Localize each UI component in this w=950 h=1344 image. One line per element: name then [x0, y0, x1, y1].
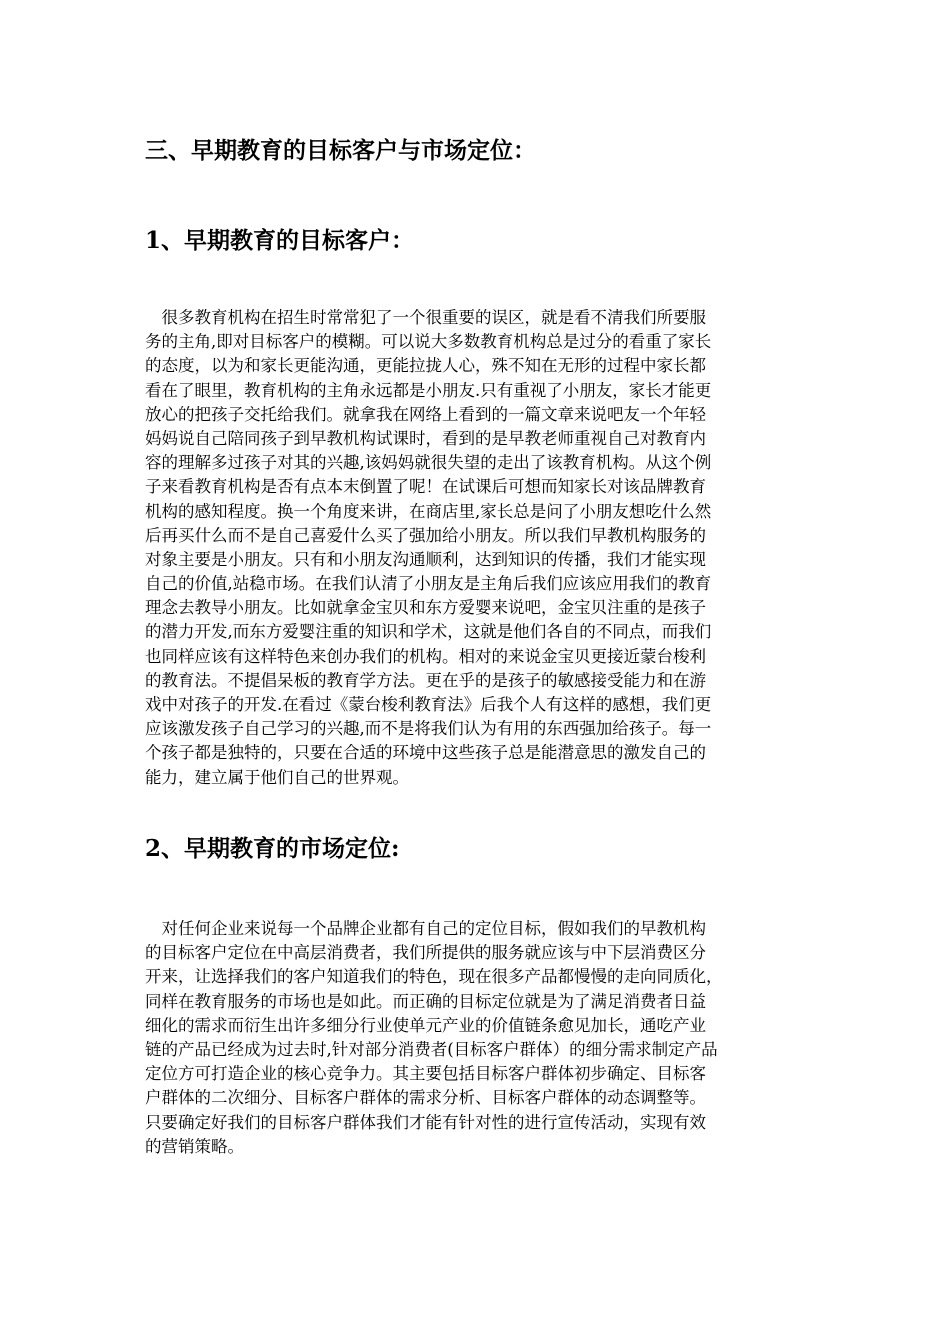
paragraph-market-positioning: [145, 917, 807, 1159]
section-heading: 三、早期教育的目标客户与市场定位：: [145, 137, 536, 164]
paragraph-line: 的教育法。不提倡呆板的教育学方法。更在乎的是孩子的敏感接受能力和在游: [145, 670, 706, 690]
paragraph-line: 后再买什么而不是自己喜爱什么买了强加给小朋友。所以我们早教机构服务的: [145, 525, 706, 545]
paragraph-line: 对象主要是小朋友。只有和小朋友沟通顺利，达到知识的传播，我们才能实现: [145, 549, 706, 569]
paragraph-line: 定位方可打造企业的核心竞争力。其主要包括目标客户群体初步确定、目标客: [145, 1064, 706, 1084]
paragraph-line: 放心的把孩子交托给我们。就拿我在网络上看到的一篇文章来说吧友一个年轻: [145, 404, 706, 424]
paragraph-line: 个孩子都是独特的，只要在合适的环境中这些孩子总是能潜意思的激发自己的: [145, 743, 706, 763]
paragraph-line: 子来看教育机构是否有点本末倒置了呢！在试课后可想而知家长对该品牌教育: [145, 477, 706, 497]
paragraph-line: 的潜力开发,而东方爱婴注重的知识和学术，这就是他们各自的不同点，而我们: [145, 622, 712, 642]
paragraph-line: 能力，建立属于他们自己的世界观。: [145, 767, 409, 787]
paragraph-line: 链的产品已经成为过去时,针对部分消费者(目标客户群体）的细分需求制定产品: [145, 1039, 718, 1059]
paragraph-line: 机构的感知程度。换一个角度来讲，在商店里,家长总是问了小朋友想吃什么然: [145, 501, 712, 521]
paragraph-line: 戏中对孩子的开发.在看过《蒙台梭利教育法》后我个人有这样的感想，我们更: [145, 695, 712, 714]
paragraph-line: 细化的需求而衍生出许多细分行业使单元产业的价值链条愈见加长，通吃产业: [145, 1015, 706, 1035]
subsection-heading-market-positioning: 2、早期教育的市场定位:: [145, 835, 400, 862]
paragraph-line: 也同样应该有这样特色来创办我们的机构。相对的来说金宝贝更接近蒙台梭利: [145, 646, 706, 666]
paragraph-line: 很多教育机构在招生时常常犯了一个很重要的误区，就是看不清我们所要服: [145, 308, 706, 327]
paragraph-line: 务的主角,即对目标客户的模糊。可以说大多数教育机构总是过分的看重了家长: [145, 332, 712, 352]
paragraph-line: 开来，让选择我们的客户知道我们的特色，现在很多产品都慢慢的走向同质化，: [145, 967, 723, 987]
paragraph-line: 自己的价值,站稳市场。在我们认清了小朋友是主角后我们应该应用我们的教育: [145, 574, 712, 594]
paragraph-target-customers: [145, 306, 807, 790]
paragraph-line: 应该激发孩子自己学习的兴趣,而不是将我们认为有用的东西强加给孩子。每一: [145, 719, 712, 739]
paragraph-line: 的目标客户定位在中高层消费者，我们所提供的服务就应该与中下层消费区分: [145, 943, 706, 963]
subsection-heading-target-customers: 1、早期教育的目标客户：: [145, 227, 415, 254]
paragraph-line: 的态度，以为和家长更能沟通，更能拉拢人心，殊不知在无形的过程中家长都: [145, 356, 706, 376]
paragraph-line: 对任何企业来说每一个品牌企业都有自己的定位目标，假如我们的早教机构: [145, 919, 706, 938]
paragraph-line: 容的理解多过孩子对其的兴趣,该妈妈就很失望的走出了该教育机构。从这个例: [145, 453, 712, 473]
paragraph-line: 看在了眼里，教育机构的主角永远都是小朋友.只有重视了小朋友，家长才能更: [145, 380, 712, 400]
paragraph-line: 理念去教导小朋友。比如就拿金宝贝和东方爱婴来说吧，金宝贝注重的是孩子: [145, 598, 706, 618]
paragraph-line: 的营销策略。: [145, 1136, 244, 1156]
paragraph-line: 只要确定好我们的目标客户群体我们才能有针对性的进行宣传活动，实现有效: [145, 1112, 706, 1132]
paragraph-line: 妈妈说自己陪同孩子到早教机构试课时，看到的是早教老师重视自己对教育内: [145, 428, 706, 448]
paragraph-line: 户群体的二次细分、目标客户群体的需求分析、目标客户群体的动态调整等。: [145, 1088, 706, 1108]
paragraph-line: 同样在教育服务的市场也是如此。而正确的目标定位就是为了满足消费者日益: [145, 991, 706, 1011]
